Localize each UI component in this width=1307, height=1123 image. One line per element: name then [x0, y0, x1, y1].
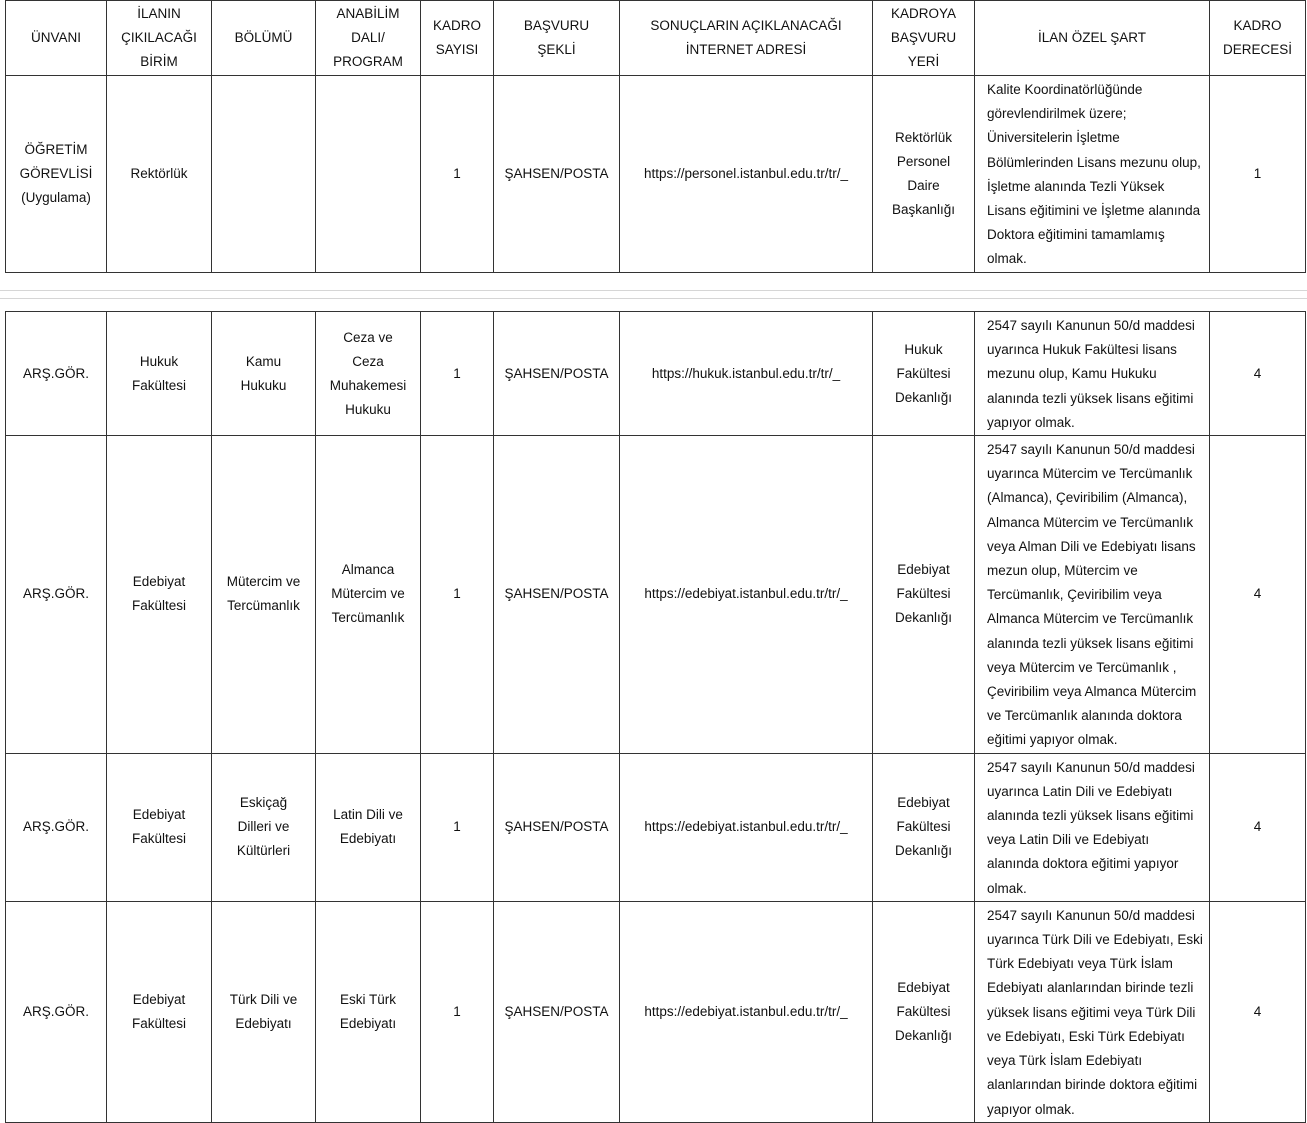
cell-unvan-line: ARŞ.GÖR.: [22, 365, 89, 381]
cell-birim: [107, 901, 212, 1122]
cell-basvuru-yeri-line: Dekanlığı: [894, 843, 953, 859]
cell-ozel-sart-line: uyarınca Türk Dili ve Edebiyatı, Eski: [987, 932, 1203, 948]
cell-anabilim-line: Edebiyatı: [339, 1015, 397, 1031]
cell-unvan-line: (Uygulama): [21, 189, 91, 205]
cell-bolum-line: Edebiyatı: [235, 1015, 292, 1031]
table-row: [6, 436, 1306, 754]
cell-basvuru-sekli: ŞAHSEN/POSTA: [494, 753, 620, 901]
cell-ozel-sart-line: 2547 sayılı Kanunun 50/d maddesi: [987, 759, 1195, 775]
cell-basvuru-yeri: [873, 901, 975, 1122]
header-basvuru-sekli-line: ŞEKLİ: [537, 42, 576, 57]
cell-anabilim-line: Ceza: [352, 353, 384, 369]
cell-bolum-line: Hukuku: [240, 377, 287, 393]
header-kadro-derecesi: [1210, 1, 1306, 76]
table-row: [6, 76, 1306, 273]
header-internet-line: İNTERNET ADRESİ: [685, 42, 807, 57]
cell-anabilim-line: Latin Dili ve: [333, 807, 403, 823]
section-divider: [0, 298, 1307, 299]
cell-unvan: [6, 76, 107, 273]
cell-bolum-line: Kültürleri: [236, 843, 291, 859]
cell-birim-line: Edebiyat: [132, 807, 186, 823]
cell-kadro-sayisi: 1: [421, 753, 494, 901]
cell-basvuru-yeri: [873, 753, 975, 901]
cell-kadro-derecesi: 4: [1210, 436, 1306, 754]
header-anabilim-line: DALI/: [351, 30, 385, 45]
header-anabilim-line: ANABİLİM: [336, 6, 400, 21]
cell-ozel-sart-line: ve Tercümanlık alanında doktora: [987, 708, 1182, 724]
cell-ozel-sart-line: 2547 sayılı Kanunun 50/d maddesi: [987, 318, 1195, 333]
cell-anabilim-line: Mütercim ve: [331, 586, 405, 602]
header-row: [6, 1, 1306, 76]
cell-ozel-sart: [975, 901, 1210, 1122]
header-basvuru-yeri-line: BAŞVURU: [890, 30, 957, 45]
cell-anabilim-line: Almanca: [341, 562, 395, 578]
cell-bolum-line: Mütercim ve: [226, 574, 301, 590]
cell-kadro-derecesi: 4: [1210, 312, 1306, 436]
cell-bolum-line: Dilleri ve: [237, 819, 290, 835]
cell-basvuru-yeri: [873, 436, 975, 754]
cell-anabilim-line: Eski Türk: [339, 991, 396, 1007]
cell-basvuru-sekli: ŞAHSEN/POSTA: [494, 76, 620, 273]
cell-ozel-sart-line: alanında tezli yüksek lisans eğitimi: [987, 390, 1194, 406]
cell-birim: [107, 753, 212, 901]
cell-ozel-sart-line: alanında tezli yüksek lisans eğitimi: [987, 808, 1194, 824]
cell-unvan: [6, 901, 107, 1122]
cell-basvuru-yeri-line: Fakültesi: [896, 1003, 951, 1019]
cell-ozel-sart-line: Doktora eğitimini tamamlamış: [987, 227, 1165, 243]
cell-unvan-line: GÖREVLİSİ: [19, 165, 93, 181]
cell-kadro-derecesi: 1: [1210, 76, 1306, 273]
cell-birim-line: Fakültesi: [131, 831, 187, 847]
header-basvuru-yeri-line: KADROYA: [890, 6, 956, 21]
cell-anabilim: [316, 76, 421, 273]
cell-anabilim: [316, 901, 421, 1122]
cell-ozel-sart-line: İşletme alanında Tezli Yüksek: [987, 178, 1165, 194]
cell-birim: [107, 436, 212, 754]
cell-birim-line: Fakültesi: [131, 1015, 187, 1031]
cell-basvuru-yeri-line: Dekanlığı: [894, 1027, 953, 1043]
header-anabilim-line: PROGRAM: [333, 54, 403, 69]
cell-kadro-derecesi: 4: [1210, 753, 1306, 901]
cell-basvuru-yeri-line: Edebiyat: [897, 795, 950, 811]
cell-bolum: [212, 76, 316, 273]
announcement-table-bottom: [5, 311, 1306, 1123]
header-basvuru-sekli: [494, 1, 620, 76]
cell-ozel-sart-line: (Almanca), Çeviribilim (Almanca),: [987, 490, 1188, 506]
cell-birim-line: Hukuk: [139, 353, 179, 369]
header-kadro-sayisi: [421, 1, 494, 76]
cell-kadro-derecesi: 4: [1210, 901, 1306, 1122]
cell-birim-line: Edebiyat: [132, 991, 186, 1007]
cell-ozel-sart-line: veya Mütercim ve Tercümanlık ,: [987, 659, 1177, 675]
cell-ozel-sart-line: uyarınca Mütercim ve Tercümanlık: [987, 466, 1193, 482]
cell-basvuru-yeri: [873, 76, 975, 273]
cell-ozel-sart-line: veya Alman Dili ve Edebiyatı lisans: [987, 538, 1196, 554]
header-birim-line: BİRİM: [140, 54, 178, 69]
cell-kadro-sayisi: 1: [421, 901, 494, 1122]
header-birim-line: İLANIN: [137, 6, 181, 21]
cell-ozel-sart-line: Tercümanlık, Çeviribilim veya: [987, 587, 1162, 603]
cell-ozel-sart-line: ve Edebiyatı, Eski Türk Edebiyatı: [987, 1028, 1185, 1044]
cell-ozel-sart: [975, 753, 1210, 901]
header-kadro-derecesi-line: DERECESİ: [1222, 42, 1293, 57]
cell-anabilim: [316, 312, 421, 436]
cell-ozel-sart-line: uyarınca Hukuk Fakültesi lisans: [987, 342, 1177, 358]
cell-bolum-line: Eskiçağ: [239, 795, 288, 811]
cell-ozel-sart-line: yapıyor olmak.: [987, 414, 1075, 430]
cell-ozel-sart-line: Üniversitelerin İşletme: [987, 130, 1120, 146]
cell-kadro-sayisi: 1: [421, 312, 494, 436]
cell-ozel-sart-line: olmak.: [987, 880, 1027, 896]
cell-basvuru-yeri-line: Dekanlığı: [894, 610, 953, 626]
header-anabilim: [316, 1, 421, 76]
cell-ozel-sart-line: Edebiyatı alanlarından birinde tezli: [987, 980, 1194, 996]
cell-basvuru-yeri: [873, 312, 975, 436]
cell-basvuru-yeri-line: Edebiyat: [897, 562, 950, 578]
cell-ozel-sart-line: 2547 sayılı Kanunun 50/d maddesi: [987, 442, 1195, 458]
cell-kadro-sayisi: 1: [421, 436, 494, 754]
cell-birim-line: Fakültesi: [131, 377, 187, 393]
cell-bolum: [212, 901, 316, 1122]
cell-internet-adresi: https://edebiyat.istanbul.edu.tr/tr/_: [620, 753, 873, 901]
cell-bolum-line: Tercümanlık: [227, 598, 300, 614]
cell-internet-adresi: https://edebiyat.istanbul.edu.tr/tr/_: [620, 901, 873, 1122]
cell-anabilim: [316, 436, 421, 754]
cell-internet-adresi: https://personel.istanbul.edu.tr/tr/_: [620, 76, 873, 273]
announcement-table-top: [5, 0, 1306, 273]
cell-ozel-sart-line: yapıyor olmak.: [987, 1101, 1075, 1117]
table-row: [6, 753, 1306, 901]
cell-ozel-sart-line: Bölümlerinden Lisans mezunu olup,: [987, 154, 1201, 170]
cell-ozel-sart-line: görevlendirilmek üzere;: [987, 106, 1127, 122]
cell-ozel-sart-line: Almanca Mütercim ve Tercümanlık: [987, 611, 1194, 627]
cell-ozel-sart-line: olmak.: [987, 251, 1027, 267]
cell-basvuru-yeri-line: Personel: [896, 153, 951, 169]
cell-anabilim-line: Edebiyatı: [339, 831, 397, 847]
cell-ozel-sart-line: eğitimi yapıyor olmak.: [987, 732, 1118, 748]
header-bolum: BÖLÜMÜ: [212, 1, 316, 76]
cell-unvan-line: ARŞ.GÖR.: [22, 1003, 89, 1019]
cell-ozel-sart-line: mezun olup, Mütercim ve: [987, 563, 1138, 579]
cell-unvan: [6, 312, 107, 436]
cell-bolum-line: Kamu: [245, 353, 282, 369]
cell-anabilim-line: Ceza ve: [343, 329, 393, 345]
cell-ozel-sart-line: Almanca Mütercim ve Tercümanlık: [987, 514, 1194, 530]
cell-bolum-line: Türk Dili ve: [229, 991, 298, 1007]
header-internet-line: SONUÇLARIN AÇIKLANACAĞI: [650, 18, 842, 33]
header-internet-adresi: [620, 1, 873, 76]
cell-internet-adresi: https://hukuk.istanbul.edu.tr/tr/_: [620, 312, 873, 436]
cell-ozel-sart: [975, 436, 1210, 754]
cell-ozel-sart-line: uyarınca Latin Dili ve Edebiyatı: [987, 783, 1173, 799]
cell-basvuru-sekli: ŞAHSEN/POSTA: [494, 312, 620, 436]
cell-ozel-sart-line: Kalite Koordinatörlüğünde: [987, 82, 1143, 97]
cell-ozel-sart-line: yüksek lisans eğitimi veya Türk Dili: [987, 1004, 1196, 1020]
cell-basvuru-yeri-line: Fakültesi: [896, 819, 951, 835]
cell-unvan-line: ARŞ.GÖR.: [22, 819, 89, 835]
cell-birim: [107, 312, 212, 436]
cell-anabilim-line: Hukuku: [345, 401, 391, 417]
header-kadro-sayisi-line: SAYISI: [435, 42, 479, 57]
cell-basvuru-yeri-line: Daire: [907, 177, 940, 193]
cell-ozel-sart-line: veya Türk İslam Edebiyatı: [987, 1053, 1143, 1069]
cell-ozel-sart-line: 2547 sayılı Kanunun 50/d maddesi: [987, 907, 1195, 923]
cell-unvan-line: ÖĞRETİM: [24, 141, 88, 157]
header-birim-line: ÇIKILACAĞI: [121, 30, 197, 45]
cell-unvan: [6, 436, 107, 754]
cell-ozel-sart-line: Çeviribilim veya Almanca Mütercim: [987, 684, 1197, 700]
header-basvuru-yeri: [873, 1, 975, 76]
cell-bolum: [212, 312, 316, 436]
cell-ozel-sart-line: Lisans eğitimini ve İşletme alanında: [987, 203, 1201, 219]
cell-ozel-sart-line: alanında doktora eğitimi yapıyor: [987, 856, 1179, 872]
section-divider: [0, 290, 1307, 291]
cell-bolum: [212, 436, 316, 754]
cell-basvuru-sekli: ŞAHSEN/POSTA: [494, 436, 620, 754]
cell-birim: [107, 76, 212, 273]
header-birim: [107, 1, 212, 76]
cell-basvuru-yeri-line: Başkanlığı: [891, 201, 956, 217]
cell-basvuru-yeri-line: Fakültesi: [896, 586, 951, 602]
cell-basvuru-yeri-line: Dekanlığı: [894, 389, 953, 405]
cell-kadro-sayisi: 1: [421, 76, 494, 273]
cell-basvuru-yeri-line: Hukuk: [904, 341, 943, 357]
cell-unvan-line: ARŞ.GÖR.: [22, 586, 89, 602]
cell-birim-line: Edebiyat: [132, 574, 186, 590]
cell-ozel-sart-line: Türk Edebiyatı veya Türk İslam: [987, 956, 1173, 972]
header-kadro-sayisi-line: KADRO: [432, 18, 481, 33]
header-basvuru-sekli-line: BAŞVURU: [523, 18, 590, 33]
cell-basvuru-yeri-line: Edebiyat: [897, 979, 950, 995]
header-basvuru-yeri-line: YERİ: [907, 54, 940, 69]
cell-unvan: [6, 753, 107, 901]
table-row: [6, 312, 1306, 436]
cell-birim-line: Rektörlük: [130, 165, 188, 181]
header-unvani: ÜNVANI: [6, 1, 107, 76]
header-kadro-derecesi-line: KADRO: [1233, 18, 1282, 33]
cell-anabilim-line: Muhakemesi: [329, 377, 407, 393]
cell-internet-adresi: https://edebiyat.istanbul.edu.tr/tr/_: [620, 436, 873, 754]
cell-ozel-sart: [975, 76, 1210, 273]
cell-ozel-sart-line: veya Latin Dili ve Edebiyatı: [987, 832, 1150, 848]
cell-bolum: [212, 753, 316, 901]
header-ozel-sart: İLAN ÖZEL ŞART: [975, 1, 1210, 76]
cell-ozel-sart: [975, 312, 1210, 436]
cell-anabilim: [316, 753, 421, 901]
cell-basvuru-sekli: ŞAHSEN/POSTA: [494, 901, 620, 1122]
cell-ozel-sart-line: alanlarından birinde doktora eğitimi: [987, 1077, 1198, 1093]
cell-basvuru-yeri-line: Fakültesi: [896, 365, 951, 381]
cell-ozel-sart-line: mezunu olup, Kamu Hukuku: [987, 366, 1157, 382]
cell-anabilim-line: Tercümanlık: [331, 610, 405, 626]
table-row: [6, 901, 1306, 1122]
cell-birim-line: Fakültesi: [131, 598, 187, 614]
cell-basvuru-yeri-line: Rektörlük: [894, 129, 953, 145]
cell-ozel-sart-line: alanında tezli yüksek lisans eğitimi: [987, 635, 1194, 651]
